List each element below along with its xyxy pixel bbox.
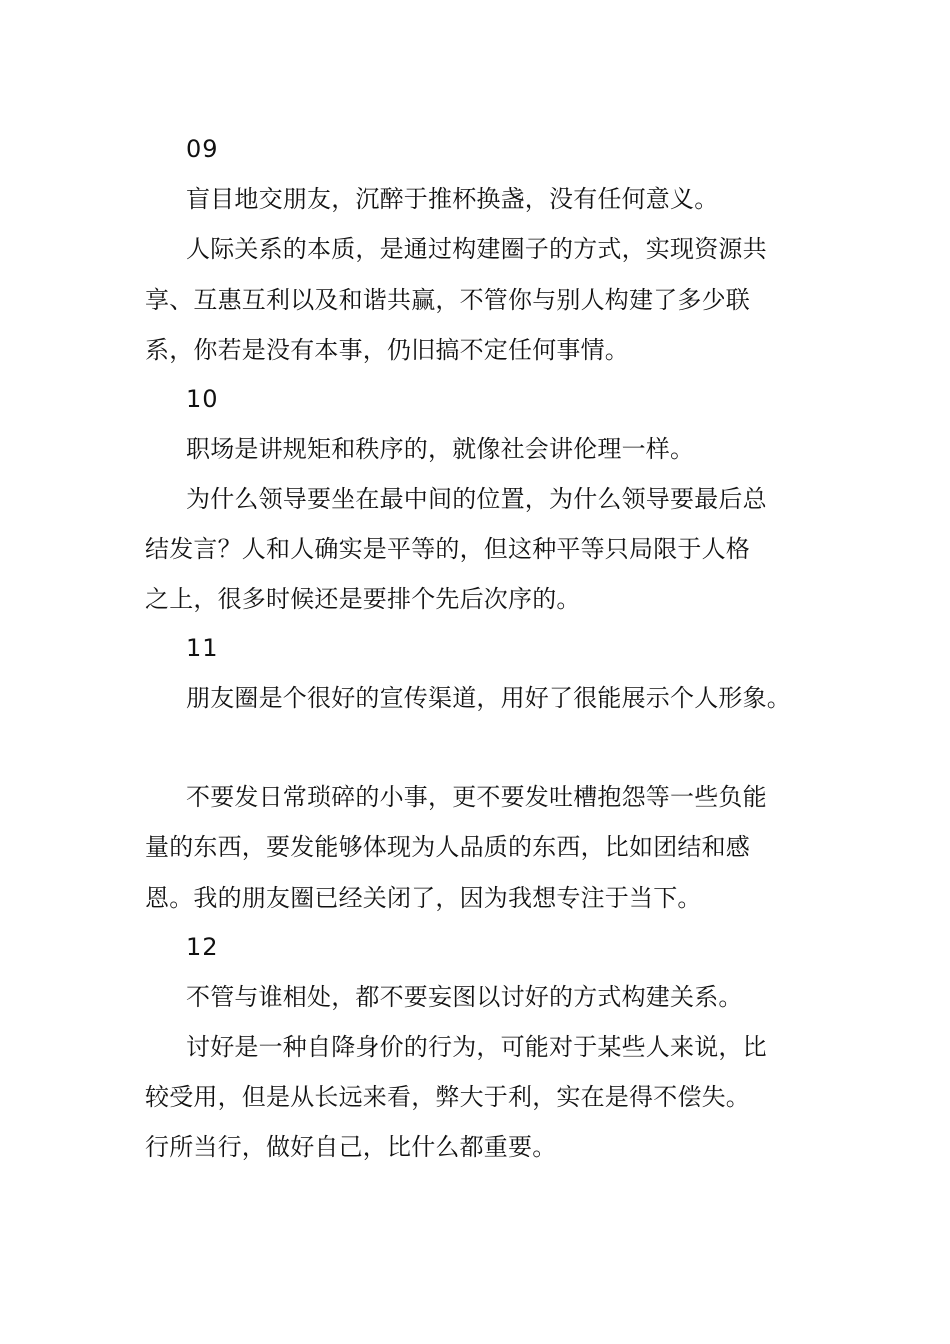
section-number: 10 — [186, 385, 219, 413]
paragraph-line: 人际关系的本质，是通过构建圈子的方式，实现资源共 — [186, 235, 767, 263]
paragraph-line: 为什么领导要坐在最中间的位置，为什么领导要最后总 — [186, 485, 767, 513]
paragraph-line: 恩。我的朋友圈已经关闭了，因为我想专注于当下。 — [145, 884, 702, 912]
paragraph-line: 之上，很多时候还是要排个先后次序的。 — [145, 585, 581, 613]
section-lead: 不管与谁相处，都不要妄图以讨好的方式构建关系。 — [186, 983, 743, 1011]
section-lead: 朋友圈是个很好的宣传渠道，用好了很能展示个人形象。 — [186, 684, 791, 712]
section-number: 11 — [186, 634, 219, 662]
paragraph-line: 行所当行，做好自己，比什么都重要。 — [145, 1133, 557, 1161]
section-lead: 职场是讲规矩和秩序的，就像社会讲伦理一样。 — [186, 435, 695, 463]
paragraph-line: 量的东西，要发能够体现为人品质的东西，比如团结和感 — [145, 833, 750, 861]
paragraph-line: 讨好是一种自降身价的行为，可能对于某些人来说，比 — [186, 1033, 767, 1061]
section-lead: 盲目地交朋友，沉醉于推杯换盏，没有任何意义。 — [186, 185, 719, 213]
paragraph-line: 不要发日常琐碎的小事，更不要发吐槽抱怨等一些负能 — [186, 783, 767, 811]
paragraph-line: 结发言？人和人确实是平等的，但这种平等只局限于人格 — [145, 535, 750, 563]
paragraph-line: 系，你若是没有本事，仍旧搞不定任何事情。 — [145, 336, 629, 364]
section-number: 12 — [186, 933, 219, 961]
section-number: 09 — [186, 135, 219, 163]
paragraph-line: 享、互惠互利以及和谐共赢，不管你与别人构建了多少联 — [145, 286, 750, 314]
paragraph-line: 较受用，但是从长远来看，弊大于利，实在是得不偿失。 — [145, 1083, 750, 1111]
